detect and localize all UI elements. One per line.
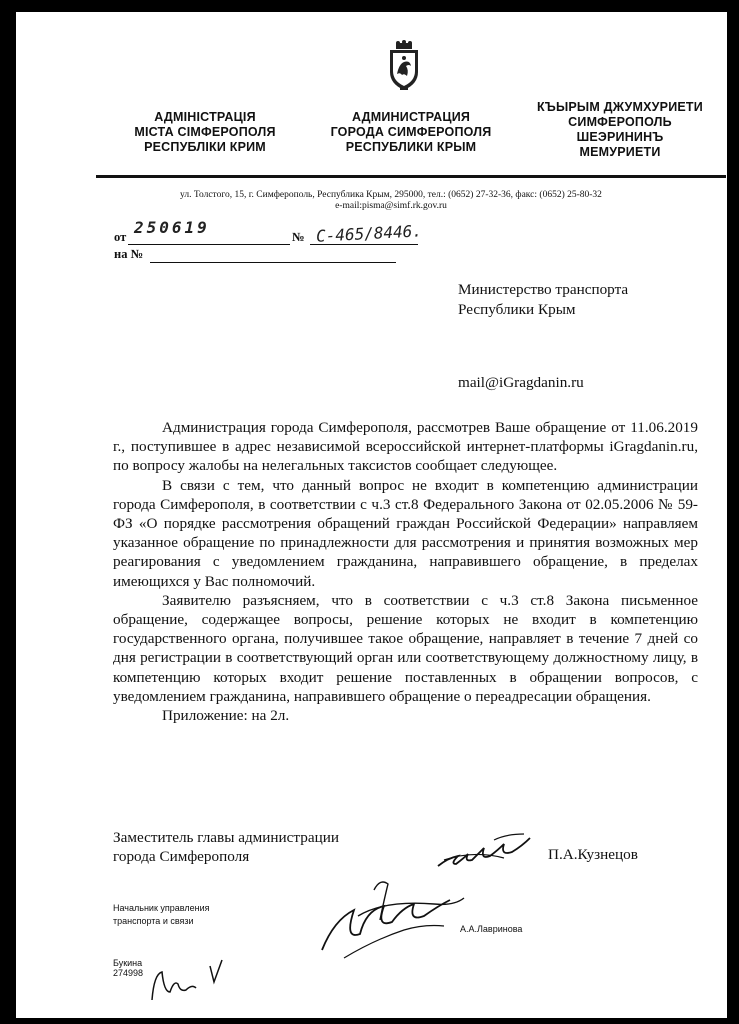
- header-crimean-tatar: КЪЫРЫМ ДЖУМХУРИЕТИ СИМФЕРОПОЛЬ ШЕЭРИНИНЪ МЕМУРИЕТИ: [537, 100, 703, 159]
- outgoing-date: 250619: [134, 218, 210, 237]
- signatory-name: П.А.Кузнецов: [548, 846, 638, 863]
- handwritten-signature-head: [434, 830, 544, 875]
- signatory-title: Заместитель главы администрации города Симферополя: [113, 829, 339, 865]
- letter-body: [113, 418, 698, 725]
- date-underline: [128, 244, 290, 245]
- attachment-line: Приложение: на 2л.: [162, 707, 290, 725]
- body-paragraph-2: В связи с тем, что данный вопрос не входит в компетенцию администрации города Симферополя, в соответствии с ч.3 ст.8 Федерального Закона от 02.05.2006 № 59-ФЗ «О порядке рассмотрения обращений граждан Российской Федерации» направляем указанное обращение по принадлежности для рассмотрения и принятия возможных мер реагирования с уведомлением гражданина, направившего обращение, в пределах имеющихся у Вас полномочий.: [113, 476, 698, 590]
- outgoing-number: С-465/8446.: [315, 221, 423, 246]
- addressee-email: mail@iGragdanin.ru: [458, 374, 584, 391]
- header-russian: АДМИНИСТРАЦИЯ ГОРОДА СИМФЕРОПОЛЯ РЕСПУБЛИКИ КРЫМ: [330, 110, 492, 154]
- executor-name: Букина: [113, 958, 143, 968]
- addressee-line-2: Республики Крым: [458, 301, 576, 318]
- department-head-title: Начальник управления транспорта и связи: [113, 903, 210, 926]
- body-paragraph-3: Заявителю разъясняем, что в соответствии с ч.3 ст.8 Закона письменное обращение, содержащее вопросы, решение которых не входит в компетенцию государственного органа, получившее такое обращение, направляет в течение 7 дней со дня регистрации в соответствующий орган или соответствующему должностному лицу, в компетенцию которых входит решение поставленных в обращении вопросов, с уведомлением гражданина, направившего обращение о переадресации обращения.: [113, 591, 698, 705]
- executor-phone: 274998: [113, 968, 144, 978]
- handwritten-initials-executor: [144, 952, 234, 1007]
- addressee-block: [458, 280, 628, 320]
- addressee-line-1: Министерство транспорта: [458, 281, 629, 298]
- coat-of-arms-emblem: [384, 40, 424, 92]
- letter-page: [16, 12, 727, 1018]
- header-ukrainian: АДМІНІСТРАЦІЯ МІСТА СІМФЕРОПОЛЯ РЕСПУБЛІКИ КРИМ: [134, 110, 276, 154]
- address-line: ул. Толстого, 15, г. Симферополь, Республика Крым, 295000, тел.: (0652) 27-32-36, факс: (0652) 25-80-32 e-mail:pisma@simf.rk.gov.ru: [180, 190, 602, 211]
- reply-to-label: на №: [114, 247, 144, 261]
- header-rule: [96, 175, 726, 178]
- from-label: от: [114, 230, 127, 244]
- body-paragraph-1: Администрация города Симферополя, рассмотрев Ваше обращение от 11.06.2019 г., поступившее в адрес независимой всероссийской интернет-платформы iGragdanin.ru, по вопросу жалобы на нелегальных таксистов сообщает следующее.: [113, 419, 698, 475]
- handwritten-signature-department: [314, 870, 474, 965]
- number-label: №: [292, 230, 305, 244]
- department-head-name: А.А.Лавринова: [460, 924, 523, 934]
- reply-underline: [150, 262, 396, 263]
